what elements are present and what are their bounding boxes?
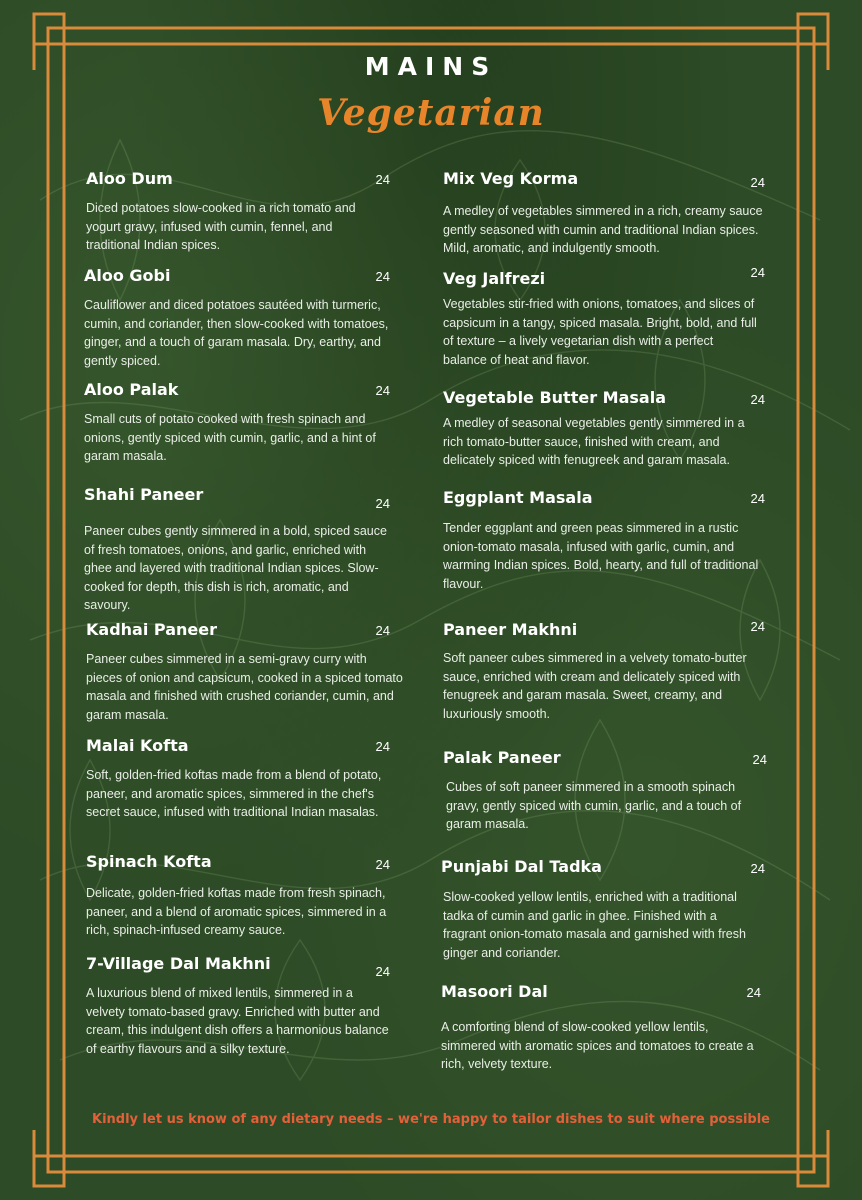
item-description: Vegetables stir-fried with onions, tomatoes, and slices of capsicum in a tangy, spiced masala. Bright, bold, and full of texture – a lively vegetarian dish with a perfect balance of heat and flavor. — [443, 297, 757, 367]
menu-item-spinach-kofta — [86, 852, 390, 940]
item-price: 24 — [375, 269, 390, 284]
item-price: 24 — [752, 752, 767, 767]
menu-item-7-village-dal-makhni — [86, 954, 390, 1058]
item-price: 24 — [375, 964, 390, 979]
menu-item-mix-veg-korma — [443, 169, 765, 258]
menu-item-aloo-palak — [84, 380, 390, 466]
menu-item-vegetable-butter-masala — [443, 388, 765, 470]
item-description: Paneer cubes gently simmered in a bold, spiced sauce of fresh tomatoes, onions, and garlic, enriched with ghee and layered with traditional Indian spices. Slow-cooked for depth, this dish is rich, aromatic, and savoury. — [84, 524, 387, 612]
item-description: Tender eggplant and green peas simmered in a rustic onion-tomato masala, infused with garlic, cumin, and warming Indian spices. Bold, hearty, and full of traditional flavour. — [443, 521, 759, 591]
item-name: Spinach Kofta — [86, 852, 212, 871]
item-description: Soft, golden-fried koftas made from a blend of potato, paneer, and aromatic spices, simmered in the chef's secret sauce, infused with traditional Indian masalas. — [86, 768, 382, 819]
menu-item-palak-paneer — [443, 748, 767, 834]
item-name: Malai Kofta — [86, 736, 189, 755]
item-name: Aloo Gobi — [84, 266, 171, 285]
item-description: Soft paneer cubes simmered in a velvety tomato-butter sauce, enriched with cream and delicately spiced with fenugreek and garam masala. Sweet, creamy, and luxuriously smooth. — [443, 651, 747, 721]
item-price: 24 — [750, 265, 765, 280]
item-name: Mix Veg Korma — [443, 169, 579, 188]
item-name: Shahi Paneer — [84, 485, 204, 504]
item-name: Kadhai Paneer — [86, 620, 217, 639]
item-name: Vegetable Butter Masala — [443, 388, 666, 407]
menu-item-veg-jalfrezi — [443, 265, 765, 369]
item-name: Veg Jalfrezi — [443, 269, 546, 288]
item-price: 24 — [750, 861, 765, 876]
menu-item-eggplant-masala — [443, 488, 765, 593]
item-description: Slow-cooked yellow lentils, enriched with a traditional tadka of cumin and garlic in ghee. Finished with a fragrant onion-tomato masala and garnished with fresh ginger and coriander. — [443, 890, 746, 960]
menu-item-masoori-dal — [441, 982, 761, 1074]
menu-item-punjabi-dal-tadka — [441, 857, 765, 962]
menu-item-kadhai-paneer — [86, 620, 403, 724]
item-price: 24 — [375, 496, 390, 511]
item-description: Cubes of soft paneer simmered in a smooth spinach gravy, gently spiced with cumin, garlic, and a touch of garam masala. — [446, 780, 742, 831]
menu-item-malai-kofta — [86, 736, 390, 822]
item-description: Delicate, golden-fried koftas made from fresh spinach, paneer, and a blend of aromatic spices, simmered in a rich, spinach-infused creamy sauce. — [86, 886, 387, 937]
item-price: 24 — [750, 491, 765, 506]
item-description: Small cuts of potato cooked with fresh spinach and onions, gently spiced with cumin, garlic, and a hint of garam masala. — [84, 412, 376, 463]
menu-item-paneer-makhni — [443, 620, 765, 723]
item-name: 7-Village Dal Makhni — [86, 954, 271, 973]
section-subheading: Vegetarian — [317, 92, 545, 134]
item-description: A medley of vegetables simmered in a rich, creamy sauce gently seasoned with cumin and traditional Indian spices. Mild, aromatic, and indulgently smooth. — [443, 204, 763, 255]
item-name: Masoori Dal — [441, 982, 548, 1001]
item-price: 24 — [750, 175, 765, 190]
item-price: 24 — [375, 172, 390, 187]
menu-item-aloo-dum — [86, 169, 390, 255]
menu-item-aloo-gobi — [84, 266, 390, 370]
item-name: Aloo Palak — [84, 380, 179, 399]
item-description: A medley of seasonal vegetables gently simmered in a rich tomato-butter sauce, finished with cream, and delicately spiced with fenugreek and garam masala. — [443, 416, 745, 467]
item-description: Paneer cubes simmered in a semi-gravy curry with pieces of onion and capsicum, cooked in a spiced tomato masala and finished with crushed coriander, cumin, and garam masala. — [86, 652, 403, 722]
item-price: 24 — [746, 985, 761, 1000]
item-name: Punjabi Dal Tadka — [441, 857, 602, 876]
item-description: Cauliflower and diced potatoes sautéed with turmeric, cumin, and coriander, then slow-cooked with tomatoes, ginger, and a touch of garam masala. Dry, earthy, and gently spiced. — [84, 298, 389, 368]
item-price: 24 — [375, 857, 390, 872]
item-name: Paneer Makhni — [443, 620, 578, 639]
item-price: 24 — [375, 739, 390, 754]
item-name: Aloo Dum — [86, 169, 173, 188]
dietary-note: Kindly let us know of any dietary needs – we're happy to tailor dishes to suit where possible — [92, 1112, 770, 1127]
item-price: 24 — [375, 623, 390, 638]
item-price: 24 — [375, 383, 390, 398]
section-heading: MAINS — [364, 52, 498, 81]
item-description: Diced potatoes slow-cooked in a rich tomato and yogurt gravy, infused with cumin, fennel, and traditional Indian spices. — [86, 201, 356, 252]
item-description: A comforting blend of slow-cooked yellow lentils, simmered with aromatic spices and tomatoes to create a rich, velvety texture. — [441, 1020, 754, 1071]
item-price: 24 — [750, 619, 765, 634]
item-price: 24 — [750, 392, 765, 407]
item-name: Eggplant Masala — [443, 488, 593, 507]
menu-item-shahi-paneer — [84, 485, 390, 615]
item-name: Palak Paneer — [443, 748, 561, 767]
item-description: A luxurious blend of mixed lentils, simmered in a velvety tomato-based gravy. Enriched with butter and cream, this indulgent dish offers a harmonious balance of earthy flavours and a silky texture. — [86, 986, 389, 1056]
